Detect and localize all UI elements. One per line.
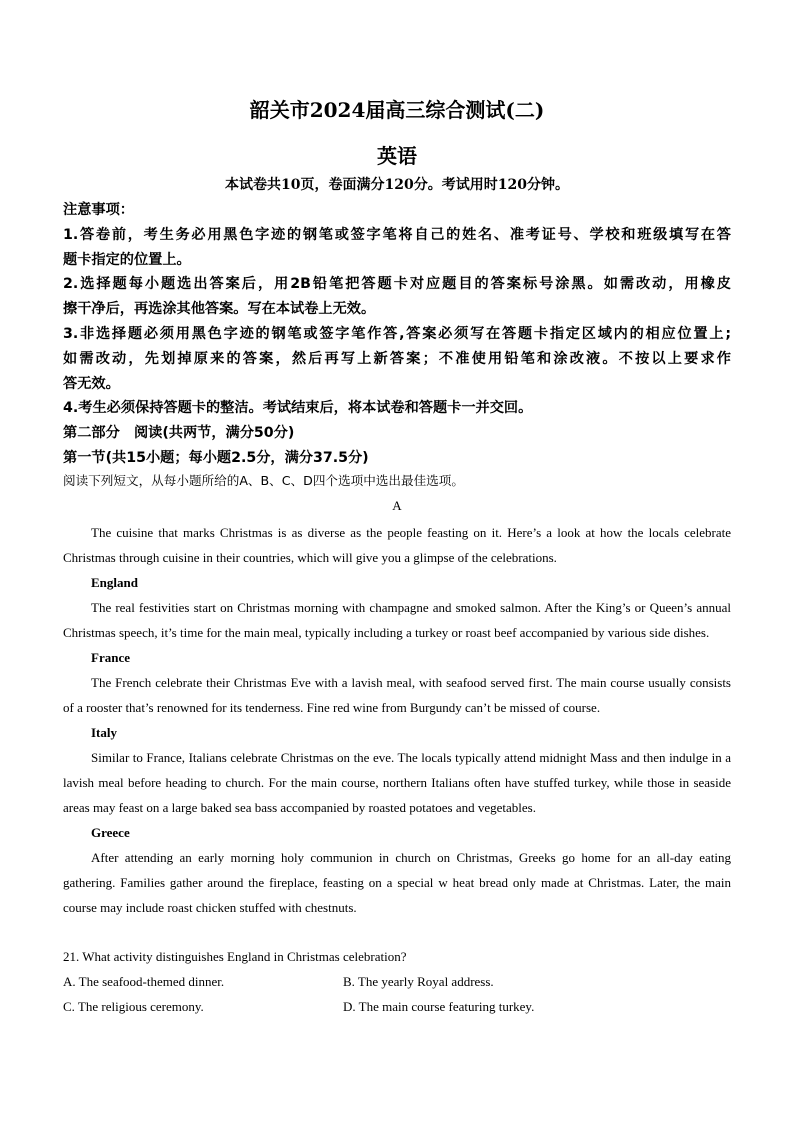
reading-instruction: 阅读下列短文，从每小题所给的A、B、C、D四个选项中选出最佳选项。 [63,473,464,488]
note-line: 1.答卷前，考生务必用黑色字迹的钢笔或签字笔将自己的姓名、准考证号、学校和班级填写在答 [63,226,731,243]
note-line: 如需改动，先划掉原来的答案，然后再写上新答案；不准使用铅笔和涂改液。不按以上要求作 [63,350,731,367]
section-heading: 第一节(共15小题；每小题2.5分，满分37.5分) [63,449,369,466]
question-21 [63,944,731,1019]
section-text-france: The French celebrate their Christmas Eve with a lavish meal, with seafood served first. The main course usually consists of a rooster that’s renowned for its tenderness. Fine red wine from Burgundy can’t be missed of course. [63,675,731,715]
note-line: 题卡指定的位置上。 [63,251,191,268]
exam-info: 本试卷共10页，卷面满分120分。考试用时120分钟。 [225,177,569,193]
section-heading-england: England [91,575,138,590]
section-heading-france: France [91,650,130,665]
instructions-block [63,198,731,471]
section-text-greece: After attending an early morning holy communion in church on Christmas, Greeks go home for an all-day eating gathering. Families gather around the fireplace, feasting on a special w heat bread only made at Christmas. Later, the main course may include roast chicken stuffed with chestnuts. [63,850,731,915]
section-heading-italy: Italy [91,725,117,740]
note-line: 2.选择题每小题选出答案后，用2B铅笔把答题卡对应题目的答案标号涂黑。如需改动，用橡皮 [63,276,731,293]
passage-label: A [392,498,402,513]
note-line: 答无效。 [63,375,120,392]
option-c: C. The religious ceremony. [63,999,204,1014]
note-line: 3.非选择题必须用黑色字迹的钢笔或签字笔作答,答案必须写在答题卡指定区域内的相应位置上; [63,325,731,342]
exam-title: 韶关市2024届高三综合测试(二) [249,98,545,122]
section-text-italy: Similar to France, Italians celebrate Christmas on the eve. The locals typically attend midnight Mass and then indulge in a lavish meal before heading to church. For the main course, northern Italians often have stuffed turkey, while those in seaside areas may feast on a large baked sea bass accompanied by roasted potatoes and vegetables. [63,750,731,815]
part-heading: 第二部分 阅读(共两节，满分50分) [63,425,295,442]
option-d: D. The main course featuring turkey. [343,999,535,1014]
passage-body [63,520,731,920]
options [63,969,731,1019]
question-stem: 21. What activity distinguishes England in Christmas celebration? [63,949,407,964]
note-line: 擦干净后，再选涂其他答案。写在本试卷上无效。 [63,301,376,318]
section-heading-greece: Greece [91,825,130,840]
subject-title: 英语 [377,144,417,168]
passage-intro: The cuisine that marks Christmas is as diverse as the people feasting on it. Here’s a look at how the locals celebrate Christmas through cuisine in their countries, which will give you a glimpse of the celebrations. [63,525,731,565]
option-a: A. The seafood-themed dinner. [63,974,225,989]
note-line: 4.考生必须保持答题卡的整洁。考试结束后，将本试卷和答题卡一并交回。 [63,400,533,417]
section-text-england: The real festivities start on Christmas morning with champagne and smoked salmon. After the King’s or Queen’s annual Christmas speech, it’s time for the main meal, typically including a turkey or roast beef accompanied by various side dishes. [63,600,731,640]
notes-heading: 注意事项： [63,202,134,218]
option-b: B. The yearly Royal address. [343,974,494,989]
